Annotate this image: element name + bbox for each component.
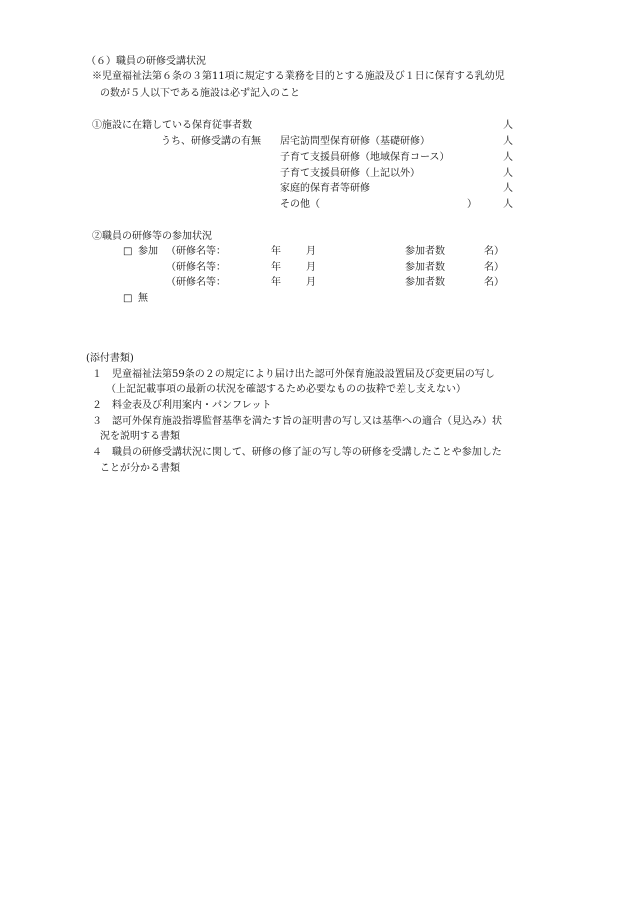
attachment-text-continued: 況を説明する書類 bbox=[100, 431, 180, 442]
training-name-label: （研修名等： bbox=[166, 277, 226, 288]
training-row-unit: 人 bbox=[503, 183, 513, 194]
attachment-text: 認可外保育施設指導監督基準を満たす旨の証明書の写し又は基準への適合（見込み）状 bbox=[112, 416, 502, 427]
attachment-text-continued: ことが分かる書類 bbox=[100, 463, 180, 474]
training-row-label: 居宅訪問型保育研修（基礎研修） bbox=[280, 136, 430, 147]
training-name-label: （研修名等： bbox=[166, 262, 226, 273]
training-row-label: その他（ bbox=[280, 199, 320, 210]
month-label: 月 bbox=[306, 246, 316, 257]
participant-count-label: 参加者数 bbox=[405, 262, 445, 273]
staff-total-unit: 人 bbox=[503, 120, 513, 131]
participated-label: 参加 bbox=[138, 246, 158, 257]
none-checkbox[interactable]: □ bbox=[123, 293, 133, 304]
training-row-label: 子育て支援員研修（地域保育コース） bbox=[280, 152, 450, 163]
month-label: 月 bbox=[306, 262, 316, 273]
training-row-unit: 人 bbox=[503, 136, 513, 147]
participant-unit: 名） bbox=[484, 277, 504, 288]
year-label: 年 bbox=[271, 277, 281, 288]
training-name-label: （研修名等： bbox=[166, 246, 226, 257]
attachment-text-continued: （上記記載事項の最新の状況を確認するため必要なものの抜粋で差し支えない） bbox=[106, 384, 466, 395]
participant-unit: 名） bbox=[484, 246, 504, 257]
note-line-1: ※児童福祉法第６条の３第11項に規定する業務を目的とする施設及び１日に保育する乳幼児 bbox=[92, 71, 505, 82]
participant-unit: 名） bbox=[484, 262, 504, 273]
attachment-number: ４ bbox=[92, 447, 102, 458]
month-label: 月 bbox=[306, 277, 316, 288]
attachment-number: ２ bbox=[92, 400, 102, 411]
training-row-label: 家庭的保育者等研修 bbox=[280, 183, 370, 194]
training-row-unit: 人 bbox=[503, 168, 513, 179]
training-row-label: 子育て支援員研修（上記以外） bbox=[280, 168, 420, 179]
attachment-number: ３ bbox=[92, 416, 102, 427]
participant-count-label: 参加者数 bbox=[405, 277, 445, 288]
staff-total-label: ①施設に在籍している保育従事者数 bbox=[92, 120, 252, 131]
year-label: 年 bbox=[271, 262, 281, 273]
participant-count-label: 参加者数 bbox=[405, 246, 445, 257]
participated-checkbox[interactable]: □ bbox=[123, 246, 133, 257]
attachment-text: 児童福祉法第59条の２の規定により届け出た認可外保育施設設置届及び変更届の写し bbox=[112, 369, 495, 380]
training-row-close: ） bbox=[467, 199, 477, 210]
none-label: 無 bbox=[138, 293, 148, 304]
attachment-text: 料金表及び利用案内・パンフレット bbox=[112, 400, 272, 411]
attachment-text: 職員の研修受講状況に関して、研修の修了証の写し等の研修を受講したことや参加した bbox=[112, 447, 502, 458]
attachments-heading: (添付書類) bbox=[86, 353, 134, 364]
participation-heading: ②職員の研修等の参加状況 bbox=[92, 231, 212, 242]
training-row-unit: 人 bbox=[503, 152, 513, 163]
section-heading: （６）職員の研修受講状況 bbox=[86, 56, 206, 67]
year-label: 年 bbox=[271, 246, 281, 257]
training-row-unit: 人 bbox=[503, 199, 513, 210]
note-line-2: の数が５人以下である施設は必ず記入のこと bbox=[100, 88, 300, 99]
attachment-number: １ bbox=[92, 369, 102, 380]
training-sub-label: うち、研修受講の有無 bbox=[161, 136, 261, 147]
